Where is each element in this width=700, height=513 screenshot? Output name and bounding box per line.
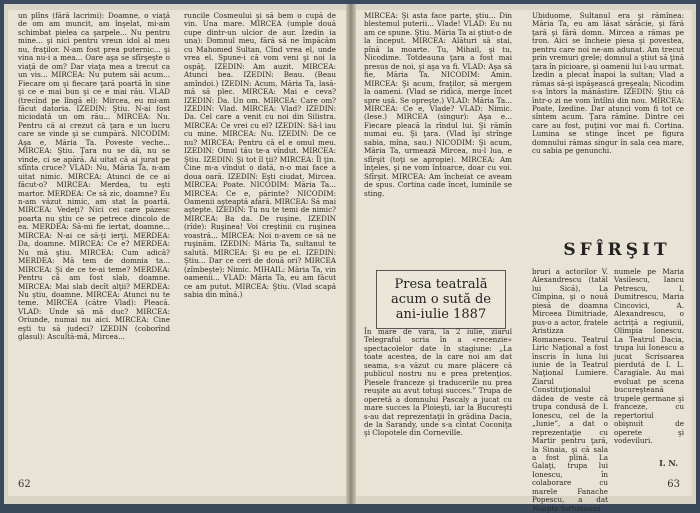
right-page-column-2: Ubiduome, Sultanul era şi rămînea: Măria Ta, eu am lăsat sărăcie, şi fără ţară şi fără domn. Mircea a rămas pe tron. Aici se încheie piesa şi povestea, pentru care noi ne-am adunat. Am trecut prin vremuri grele; domnul a ştiut să ţină ţara în picioare, şi oamenii lui l-au urmat. Izedin a plecat înapoi la sultan; Vlad a rămas să-şi ispăşească greşeala; Nicodim s-a întors la mănăstire. IZEDIN: Ştiu că într-o zi ne vom întîlni din nou. MIRCEA: Poate, Izedine. Dar atunci vom fi tot ce sîntem acum. Ţara rămîne. Dintre cei care au fost, puţini vor mai fi. Cortina. Lumina se stinge încet pe figura domnului rămas singur în sala cea mare, cu sabia pe genunchi.	[532, 11, 684, 156]
left-page-column-1: un plîns (fără lacrimi): Doamne, o viaţă de om am muncit, am înşelat, mi-am schimbat pielea ca şarpele... Nu pentru mine... şi nici pentru vreun idol al meu nu, fraţilor. N-am fost prea puternic... şi vina nu-i a mea... Oare aşa se sfîrşeşte o viaţă de om? Dar viaţa mea a trecut ca un vis... MIRCEA: Nu putem săi acum... Fiecare om şi fiecare ţară poartă în sine şi ce e mai bun şi ce e mai rău. VLAD (trecînd pe lîngă el): Mircea, eu mi-am făcut datoria. IZEDIN: Ştiu. N-ai fost niciodată un om rău... MIRCEA: Nu. Pentru că ai crezut că ţara e un lucru care se vinde şi se cumpără. NICODIM: Aşa e, Măria Ta. Poveste veche... MIRCEA: Ştiu. Ţara nu se dă, nu se vinde, ci se apără. Ai uitat că ai jurat pe sfînta cruce? VLAD: Nu, Măria Ta, n-am uitat nimic. MIRCEA: Atunci de ce ai făcut-o? MIRCEA: Merdea, tu eşti martor. MERDEA: Ce să zic, doamne? Eu n-am văzut nimic, am stat la poartă. MIRCEA: Vedeţi? Nici cei care păzesc poarta nu ştiu ce se petrece dincolo de ea. MERDEA: Să-mi fie iertat, doamne... MIRCEA: N-ai ce să-ţi ierţi. MERDEA: Da, doamne. MIRCEA: Ce e? MERDEA: Nu mă ştiu. MIRCEA: Cum adică? MERDEA: Mă tem de domnia ta... MIRCEA: Şi de ce te-ai teme? MERDEA: Pentru că am fost slab, doamne. MIRCEA: Mai slab decît alţii? MERDEA: Nu ştiu, doamne. MIRCEA: Atunci nu te teme. MIRCEA (către Vlad): Pleacă. VLAD: Unde să mă duc? MIRCEA: Oriunde, numai nu aici. MIRCEA: Cine eşti tu să judeci? IZEDIN (coborînd glasul): Ascultă-mă, Mircea...	[18, 11, 170, 342]
right-page	[356, 10, 692, 513]
end-heading: SFÎRŞIT	[563, 240, 671, 260]
article-title: Presa teatrală acum o sută de ani-iulie 1887	[391, 277, 491, 322]
left-page	[8, 10, 346, 496]
article-column-3: numele pe Maria Vasilescu, Iancu Petrescu, I. Dumitrescu, Maria Cincovici, A. Alexandrescu, o actriţă a regiunii, Olimpia Ionescu. La Teatrul Dacia, trupa lui Ionescu a jucat Scrisoarea pierdută de I. L. Caragiale. Au mai evoluat pe scena bucureşteană trupele germane şi franceze, cu repertoriul obişnuit de operete şi vodeviluri.	[614, 267, 684, 446]
left-page-column-2: runcile Cosmeului şi să bem o cupă de vin. Una mare. MIRCEA (umple două cupe dintr-un ulcior de aur. Izedin ia una): Domnul meu, fără să ne împăcăm cu Mahomed Sultan, Cînd vrea el, unde vrea el. Spune-i că vom veni şi noi la ospăţ. IZEDIN: Am auzit. MIRCEA: Atunci bea. IZEDIN: Beau. (Beau amîndoi.) IZEDIN: Acum, Măria Ta, lasă-mă să plec. MIRCEA: Mai e ceva? IZEDIN: Da. Un om. MIRCEA: Care om? IZEDIN: Vlad. MIRCEA: Vlad? IZEDIN: Da. Cel care a venit cu noi din Silistra. MIRCEA: Ce vrei cu el? IZEDIN: Să-l iau cu mine. MIRCEA: Nu. IZEDIN: De ce nu? MIRCEA: Pentru că el e omul meu. IZEDIN: Omul tău te-a vîndut. MIRCEA: Ştiu. IZEDIN: Şi tot îl ţii? MIRCEA: Îl ţin. Cine m-a vîndut o dată, n-o mai face a doua oară. IZEDIN: Eşti ciudat, Mircea. MIRCEA: Poate. NICODIM: Măria Ta... MIRCEA: Ce e, părinte? NICODIM: Oamenii aşteaptă afară. MIRCEA: Să mai aştepte. IZEDIN: Tu nu te temi de nimic? MIRCEA: Ba da. De ruşine. IZEDIN (rîde): Ruşinea! Voi creştinii cu ruşinea voastră... MIRCEA: Noi n-avem ce să ne ruşinăm. IZEDIN: Măria Ta, sultanul te salută. MIRCEA: Şi eu pe el. IZEDIN: Ştiu... Dar ce ceri de două ori? MIRCEA (zîmbeşte): Nimic. MIHAIL: Măria Ta, vin oamenii... VLAD: Măria Ta, eu am făcut ce am putut. MIRCEA: Ştiu. (Vlad scapă sabia din mînă.)	[184, 11, 336, 299]
right-page-column-1: MIRCEA: Şi asta face parte, ştiu... Din blestemul puterii... Vlade! VLAD: Eu nu am ce spune. Ştiu. Măria Ta ai ştiut-o de la început. MIRCEA: Alături să stai, pînă la moarte. Tu, Mihail, şi tu, Nicodime. Totdeauna ţara a fost mai presus de noi, şi aşa va fi. VLAD: Aşa să fie, Măria Ta. NICODIM: Amin. MIRCEA: Şi acum, fraţilor, să mergem la oameni. (Vlad se ridică, merge încet spre ușă. Se opreşte.) VLAD: Măria Ta... MIRCEA: Ce e, Vlade? VLAD: Nimic. (Iese.) MIRCEA (singur): Aşa e... Fiecare pleacă la rîndul lui. Şi rămîn numai eu. Şi ţara. (Vlad îşi strînge sabia, mîna, sau.) NICODIM: Şi acum, Măria Ta, urmează Mircea, nu-l lua, e sfîrşit (toţi se apropie). MIRCEA: Am înţeles, şi ne vom întoarce, doar cu voi. Sfîrşit. MIRCEA: Am încheiat ce aveam de spus. Cortina cade încet, luminile se sting.	[364, 11, 512, 198]
article-column-1: În mare de vară, la 2 iulie, ziarul Telegraful scria în a «recenzie» spectacolelor date în stagiune: „La toate acestea, de la care noi am dat seama, s-a văzut cu mare plăcere că publicul nostru nu e prea pretenţios. Piesele franceze şi traducerile nu prea reuşite au avut totuşi succes.” Trupa de operetă a domnului Pascaly a jucat cu mare succes la Ploieşti, iar la Bucureşti s-au dat reprezentaţii în grădina Dacia, de la Sarandy, unde s-a cîntat Coconiţa şi Clopotele din Corneville.	[364, 327, 512, 438]
article-title-box	[376, 270, 506, 329]
article-signature: I. N.	[659, 458, 678, 468]
book-gutter	[346, 4, 356, 504]
article-column-2: bruri a actorilor V. Alexandrescu (tatăl lui Sică), La Cîmpina, şi o nouă piesă de doamna Mirceea Dimitriade, pus-o a actor, fratele Aristizza Romanescu. Teatrul Liric Naţional a fost înscris în luna lui iunie de la Teatrul Naţional Lumiere. Ziarul Constituţionalul dădea de veste că trupa condusă de I. Ionescu, cel de la „Iunie”, a dat o reprezentaţie cu Martir pentru ţară, la Sinaia, şi că sala a fost plină. La Galaţi, trupa lui Ionescu, în colaborare cu marele Fanache Popescu, a dat Noapte furtunoasă.	[532, 267, 608, 513]
book-spread	[4, 4, 696, 513]
right-page-number: 63	[667, 479, 680, 490]
left-page-number: 62	[18, 479, 31, 490]
